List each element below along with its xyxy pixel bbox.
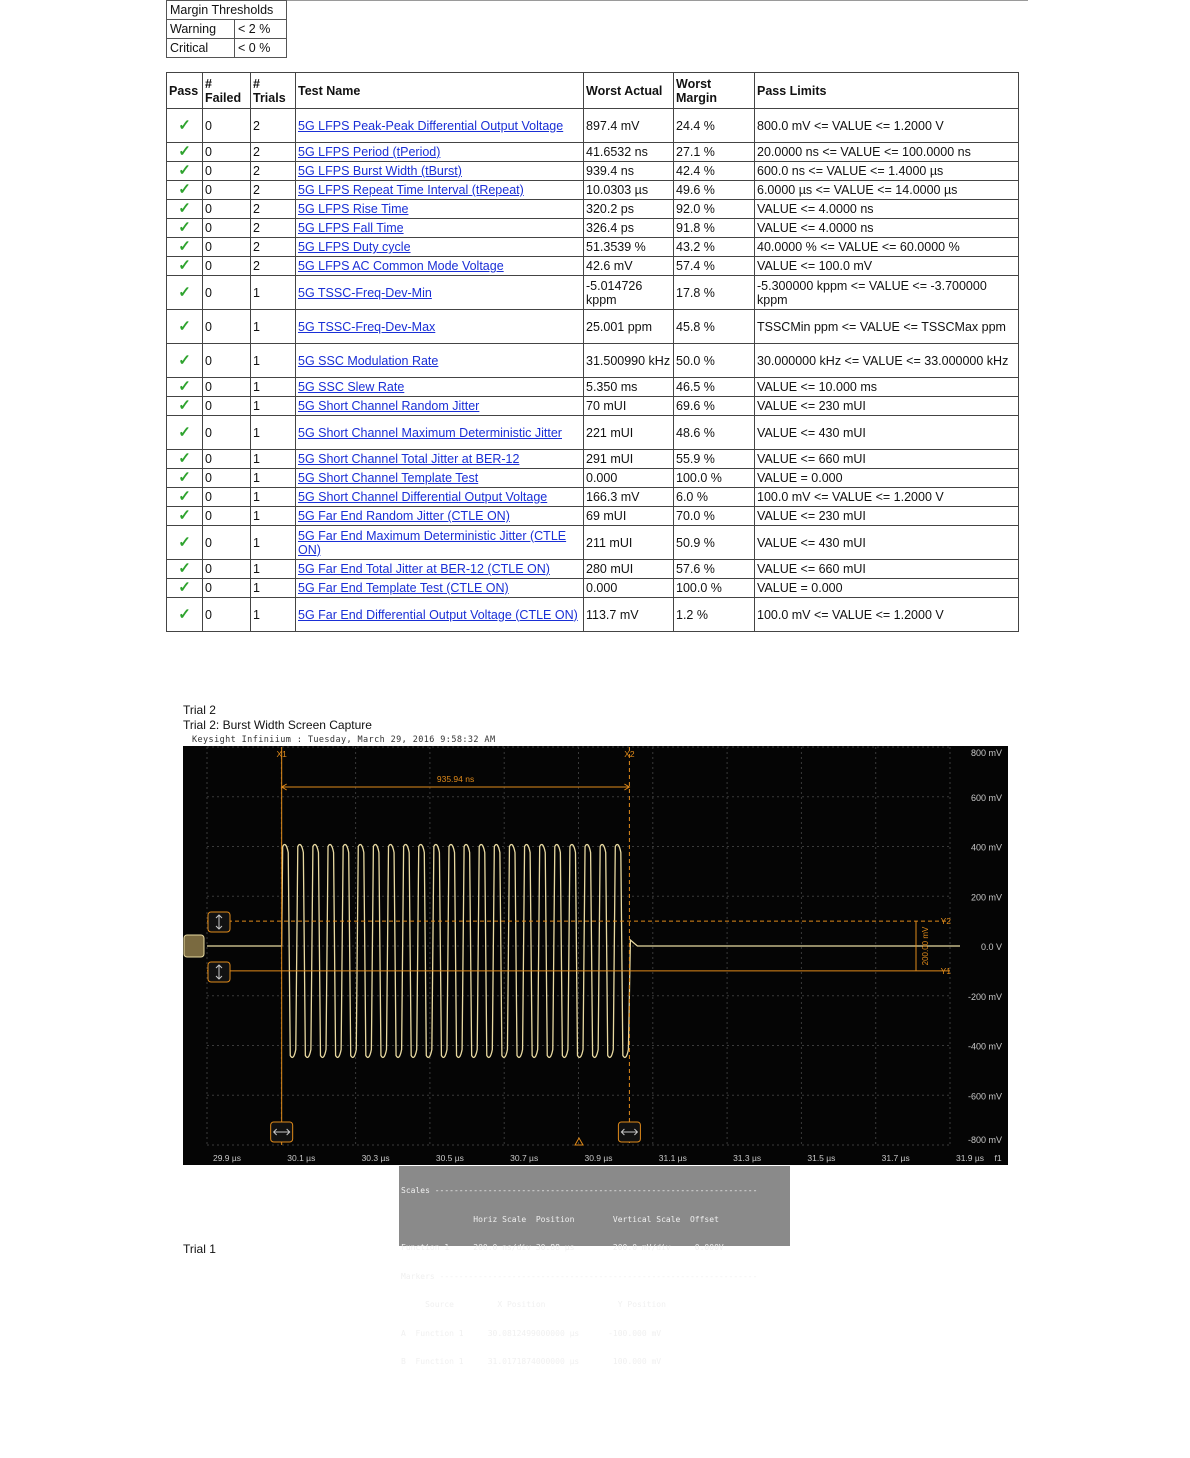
worst-margin: 70.0 % — [674, 507, 755, 526]
trials-count: 2 — [251, 219, 296, 238]
y-tick-label: 800 mV — [970, 748, 1002, 758]
y-tick-label: 600 mV — [970, 792, 1002, 803]
test-name-link[interactable]: 5G Far End Random Jitter (CTLE ON) — [298, 509, 510, 523]
pass-limits: VALUE <= 660 mUI — [755, 450, 1019, 469]
failed-count: 0 — [203, 560, 251, 579]
test-name-cell — [296, 344, 584, 378]
failed-count: 0 — [203, 378, 251, 397]
test-name-cell — [296, 488, 584, 507]
pass-check-icon: ✓ — [167, 276, 203, 310]
failed-count: 0 — [203, 257, 251, 276]
table-row — [167, 219, 1019, 238]
failed-count: 0 — [203, 416, 251, 450]
worst-margin: 1.2 % — [674, 598, 755, 632]
worst-actual: 221 mUI — [584, 416, 674, 450]
col-header-trials — [251, 73, 296, 109]
x-tick-label: 30.5 µs — [435, 1153, 464, 1163]
failed-count: 0 — [203, 238, 251, 257]
worst-margin: 49.6 % — [674, 181, 755, 200]
pass-check-icon: ✓ — [167, 143, 203, 162]
results-header-row — [167, 73, 1019, 109]
table-row — [167, 397, 1019, 416]
test-name-link[interactable]: 5G SSC Slew Rate — [298, 380, 405, 394]
worst-margin: 57.4 % — [674, 257, 755, 276]
worst-actual: 51.3539 % — [584, 238, 674, 257]
x-tick-label: 30.3 µs — [361, 1153, 390, 1163]
test-name-cell — [296, 109, 584, 143]
failed-count: 0 — [203, 450, 251, 469]
threshold-value: < 2 % — [235, 20, 287, 39]
pass-limits: -5.300000 kppm <= VALUE <= -3.700000 kppm — [755, 276, 1019, 310]
pass-check-icon: ✓ — [167, 257, 203, 276]
trials-count: 1 — [251, 397, 296, 416]
readout-line: Markers ------------------------------------------------------------------ — [401, 1271, 758, 1281]
worst-actual: 5.350 ms — [584, 378, 674, 397]
test-name-cell — [296, 181, 584, 200]
table-row — [167, 526, 1019, 560]
test-name-cell — [296, 257, 584, 276]
test-name-link[interactable]: 5G Far End Total Jitter at BER-12 (CTLE ON) — [298, 562, 550, 576]
trials-count: 2 — [251, 200, 296, 219]
pass-check-icon: ✓ — [167, 109, 203, 143]
test-name-link[interactable]: 5G LFPS Fall Time — [298, 221, 404, 235]
table-row — [167, 507, 1019, 526]
trials-count: 2 — [251, 143, 296, 162]
x-tick-label: 29.9 µs — [212, 1153, 242, 1163]
pass-check-icon: ✓ — [167, 560, 203, 579]
table-row — [167, 416, 1019, 450]
pass-check-icon: ✓ — [167, 219, 203, 238]
pass-check-icon: ✓ — [167, 378, 203, 397]
y-tick-label: 0.0 V — [980, 942, 1002, 952]
test-name-link[interactable]: 5G Far End Template Test (CTLE ON) — [298, 581, 509, 595]
threshold-label: Critical — [167, 39, 235, 58]
col-header-test-name: Test Name — [296, 73, 584, 109]
readout-line: Scales ------------------------------------------------------------------- — [401, 1186, 758, 1195]
failed-count: 0 — [203, 200, 251, 219]
threshold-value: < 0 % — [235, 39, 287, 58]
y-tick-label: -800 mV — [967, 1135, 1002, 1145]
worst-margin: 45.8 % — [674, 310, 755, 344]
table-row — [167, 257, 1019, 276]
test-name-cell — [296, 450, 584, 469]
col-header-trials-hash: # — [253, 76, 260, 91]
worst-margin: 48.6 % — [674, 416, 755, 450]
test-name-link[interactable]: 5G Short Channel Total Jitter at BER-12 — [298, 452, 520, 466]
col-header-failed — [203, 73, 251, 109]
x-tick-label: 31.5 µs — [807, 1153, 836, 1163]
pass-check-icon: ✓ — [167, 200, 203, 219]
table-row — [167, 560, 1019, 579]
failed-count: 0 — [203, 143, 251, 162]
x-tick-label: 31.9 µs — [955, 1153, 985, 1163]
table-row — [167, 469, 1019, 488]
worst-margin: 91.8 % — [674, 219, 755, 238]
trials-count: 1 — [251, 469, 296, 488]
col-header-pass: Pass — [167, 73, 203, 109]
trials-count: 1 — [251, 507, 296, 526]
x-tick-label: 31.7 µs — [881, 1153, 910, 1163]
worst-actual: 320.2 ps — [584, 200, 674, 219]
test-name-cell — [296, 526, 584, 560]
test-name-link[interactable]: 5G LFPS Rise Time — [298, 202, 409, 216]
trials-count: 1 — [251, 416, 296, 450]
readout-line: Horiz Scale Position Vertical Scale Offset — [401, 1214, 719, 1224]
test-name-link[interactable]: 5G Short Channel Maximum Deterministic Jitter — [298, 425, 562, 440]
failed-count: 0 — [203, 507, 251, 526]
failed-count: 0 — [203, 219, 251, 238]
oscilloscope-capture — [183, 746, 1008, 1165]
table-row — [167, 109, 1019, 143]
trials-count: 1 — [251, 579, 296, 598]
worst-margin: 92.0 % — [674, 200, 755, 219]
col-header-pass-limits: Pass Limits — [755, 73, 1019, 109]
table-row — [167, 310, 1019, 344]
test-name-cell — [296, 219, 584, 238]
trials-count: 2 — [251, 162, 296, 181]
test-name-link[interactable]: 5G Short Channel Differential Output Voltage — [298, 490, 548, 504]
x-tick-label: 31.3 µs — [733, 1153, 762, 1163]
test-name-cell — [296, 560, 584, 579]
delta-y-value: 200.00 mV — [921, 926, 930, 966]
trials-count: 1 — [251, 488, 296, 507]
trials-count: 2 — [251, 257, 296, 276]
worst-margin: 57.6 % — [674, 560, 755, 579]
y-tick-label: -600 mV — [967, 1091, 1002, 1102]
worst-margin: 100.0 % — [674, 469, 755, 488]
table-row — [167, 598, 1019, 632]
results-body — [167, 109, 1019, 632]
failed-count: 0 — [203, 526, 251, 560]
failed-count: 0 — [203, 579, 251, 598]
pass-check-icon: ✓ — [167, 579, 203, 598]
failed-count: 0 — [203, 162, 251, 181]
failed-count: 0 — [203, 397, 251, 416]
table-row — [167, 143, 1019, 162]
worst-margin: 43.2 % — [674, 238, 755, 257]
pass-limits: VALUE <= 660 mUI — [755, 560, 1019, 579]
table-row — [167, 200, 1019, 219]
pass-check-icon: ✓ — [167, 450, 203, 469]
trials-count: 1 — [251, 450, 296, 469]
scales-markers-readout — [399, 1166, 790, 1366]
scope-header: Keysight Infiniium : Tuesday, March 29, 2016 9:58:32 AM — [192, 735, 496, 745]
pass-limits: 600.0 ns <= VALUE <= 1.4000 µs — [755, 162, 1019, 181]
pass-limits: VALUE <= 230 mUI — [755, 397, 1019, 416]
test-name-cell — [296, 507, 584, 526]
trials-count: 2 — [251, 109, 296, 143]
worst-actual: 42.6 mV — [584, 257, 674, 276]
pass-check-icon: ✓ — [167, 162, 203, 181]
worst-actual: 31.500990 kHz — [584, 344, 674, 378]
trials-count: 1 — [251, 526, 296, 560]
test-name-link[interactable]: 5G LFPS Peak-Peak Differential Output Voltage — [298, 118, 564, 133]
worst-actual: 291 mUI — [584, 450, 674, 469]
trials-count: 1 — [251, 276, 296, 310]
table-row — [167, 276, 1019, 310]
pass-limits: 100.0 mV <= VALUE <= 1.2000 V — [755, 598, 1019, 632]
worst-actual: -5.014726 kppm — [584, 276, 674, 310]
worst-margin: 46.5 % — [674, 378, 755, 397]
worst-actual: 113.7 mV — [584, 598, 674, 632]
readout-line: B Function 1 31.0171874000000 µs 100.000 mV — [401, 1357, 662, 1366]
test-name-link[interactable]: 5G Short Channel Random Jitter — [298, 399, 480, 413]
test-name-cell — [296, 310, 584, 344]
top-rule — [166, 0, 1028, 1]
ground-reference-icon — [184, 935, 204, 957]
col-header-worst-margin — [674, 73, 755, 109]
worst-margin: 50.0 % — [674, 344, 755, 378]
test-name-link[interactable]: 5G LFPS AC Common Mode Voltage — [298, 259, 504, 273]
worst-actual: 70 mUI — [584, 397, 674, 416]
failed-count: 0 — [203, 310, 251, 344]
y-tick-label: 400 mV — [970, 842, 1002, 853]
table-row — [167, 238, 1019, 257]
x-tick-label: 30.7 µs — [510, 1153, 539, 1163]
table-row — [167, 181, 1019, 200]
readout-line: A Function 1 30.0812499000000 µs -100.000 mV — [401, 1328, 662, 1338]
delta-x-value: 935.94 ns — [436, 774, 475, 784]
worst-actual: 166.3 mV — [584, 488, 674, 507]
test-name-link[interactable]: 5G Short Channel Template Test — [298, 471, 479, 485]
pass-check-icon: ✓ — [167, 310, 203, 344]
worst-margin: 17.8 % — [674, 276, 755, 310]
worst-margin: 50.9 % — [674, 526, 755, 560]
pass-check-icon: ✓ — [167, 416, 203, 450]
pass-limits: 30.000000 kHz <= VALUE <= 33.000000 kHz — [755, 344, 1019, 378]
table-row — [167, 450, 1019, 469]
trials-count: 1 — [251, 378, 296, 397]
thresholds-header: Margin Thresholds — [167, 1, 287, 20]
waveform-trace — [207, 845, 960, 1058]
test-name-cell — [296, 579, 584, 598]
worst-actual: 0.000 — [584, 579, 674, 598]
trials-count: 1 — [251, 598, 296, 632]
failed-count: 0 — [203, 109, 251, 143]
worst-actual: 939.4 ns — [584, 162, 674, 181]
oscilloscope-plot — [183, 746, 1008, 1165]
test-name-link[interactable]: 5G TSSC-Freq-Dev-Min — [298, 285, 432, 300]
pass-limits: VALUE = 0.000 — [755, 579, 1019, 598]
pass-check-icon: ✓ — [167, 526, 203, 560]
worst-actual: 25.001 ppm — [584, 310, 674, 344]
trials-count: 2 — [251, 181, 296, 200]
pass-limits: VALUE <= 230 mUI — [755, 507, 1019, 526]
y-tick-label: -400 mV — [967, 1041, 1002, 1052]
x-tick-label: 30.1 µs — [287, 1153, 316, 1163]
worst-margin: 6.0 % — [674, 488, 755, 507]
worst-margin: 55.9 % — [674, 450, 755, 469]
table-row — [167, 579, 1019, 598]
results-table — [166, 72, 1019, 632]
worst-actual: 211 mUI — [584, 526, 674, 560]
failed-count: 0 — [203, 181, 251, 200]
test-name-link[interactable]: 5G LFPS Duty cycle — [298, 240, 411, 254]
test-name-link[interactable]: 5G LFPS Repeat Time Interval (tRepeat) — [298, 183, 524, 197]
pass-limits: VALUE <= 430 mUI — [755, 416, 1019, 450]
x-tick-label: 31.1 µs — [658, 1153, 687, 1163]
worst-margin: 27.1 % — [674, 143, 755, 162]
worst-actual: 0.000 — [584, 469, 674, 488]
test-name-cell — [296, 469, 584, 488]
threshold-label: Warning — [167, 20, 235, 39]
test-name-link[interactable]: 5G TSSC-Freq-Dev-Max — [298, 319, 436, 334]
test-name-cell — [296, 143, 584, 162]
trials-count: 1 — [251, 310, 296, 344]
worst-actual: 280 mUI — [584, 560, 674, 579]
trial-1-label: Trial 1 — [183, 1242, 216, 1256]
pass-limits: 40.0000 % <= VALUE <= 60.0000 % — [755, 238, 1019, 257]
x-axis-end-label: f1 — [994, 1153, 1002, 1163]
failed-count: 0 — [203, 276, 251, 310]
worst-margin: 100.0 % — [674, 579, 755, 598]
pass-limits: 800.0 mV <= VALUE <= 1.2000 V — [755, 109, 1019, 143]
col-header-failed-hash: # — [205, 76, 212, 91]
failed-count: 0 — [203, 598, 251, 632]
table-row — [167, 488, 1019, 507]
marker-y2-label: Y2 — [940, 916, 951, 927]
pass-limits: VALUE = 0.000 — [755, 469, 1019, 488]
pass-limits: 6.0000 µs <= VALUE <= 14.0000 µs — [755, 181, 1019, 200]
col-header-worst-actual: Worst Actual — [584, 73, 674, 109]
pass-check-icon: ✓ — [167, 344, 203, 378]
worst-margin: 69.6 % — [674, 397, 755, 416]
pass-limits: VALUE <= 430 mUI — [755, 526, 1019, 560]
table-row — [167, 162, 1019, 181]
test-name-link[interactable]: 5G Far End Differential Output Voltage (CTLE ON) — [298, 607, 578, 622]
pass-limits: 100.0 mV <= VALUE <= 1.2000 V — [755, 488, 1019, 507]
failed-count: 0 — [203, 488, 251, 507]
y-tick-label: -200 mV — [967, 991, 1002, 1002]
pass-check-icon: ✓ — [167, 181, 203, 200]
y-tick-label: 200 mV — [970, 892, 1002, 903]
test-name-cell — [296, 598, 584, 632]
test-name-cell — [296, 200, 584, 219]
readout-line: Source X Position Y Position — [401, 1300, 666, 1309]
worst-actual: 69 mUI — [584, 507, 674, 526]
marker-y1-label: Y1 — [940, 965, 951, 976]
test-name-link[interactable]: 5G LFPS Burst Width (tBurst) — [298, 164, 462, 178]
col-header-worst-margin-a: Worst — [676, 76, 712, 91]
failed-count: 0 — [203, 344, 251, 378]
col-header-worst-margin-b: Margin — [676, 90, 717, 105]
trial-2-caption: Trial 2: Burst Width Screen Capture — [183, 718, 372, 732]
marker-x2-label: X2 — [624, 749, 635, 759]
worst-margin: 24.4 % — [674, 109, 755, 143]
test-name-cell — [296, 397, 584, 416]
table-row — [167, 344, 1019, 378]
pass-check-icon: ✓ — [167, 469, 203, 488]
readout-line: Function 1 200.0 ns/div 30.88 µs 200.0 mV/div 0.000V — [401, 1243, 724, 1252]
table-row — [167, 378, 1019, 397]
col-header-trials-label: Trials — [253, 90, 286, 105]
trials-count: 1 — [251, 560, 296, 579]
test-name-link[interactable]: 5G Far End Maximum Deterministic Jitter (CTLE ON) — [298, 528, 567, 557]
pass-limits: VALUE <= 4.0000 ns — [755, 219, 1019, 238]
failed-count: 0 — [203, 469, 251, 488]
margin-thresholds-table — [166, 0, 287, 58]
pass-check-icon: ✓ — [167, 397, 203, 416]
pass-check-icon: ✓ — [167, 507, 203, 526]
pass-limits: 20.0000 ns <= VALUE <= 100.0000 ns — [755, 143, 1019, 162]
marker-x1-label: X1 — [276, 749, 287, 759]
test-name-link[interactable]: 5G SSC Modulation Rate — [298, 353, 439, 368]
worst-actual: 326.4 ps — [584, 219, 674, 238]
col-header-failed-label: Failed — [205, 90, 242, 105]
worst-actual: 41.6532 ns — [584, 143, 674, 162]
test-name-cell — [296, 378, 584, 397]
trials-count: 2 — [251, 238, 296, 257]
pass-limits: VALUE <= 10.000 ms — [755, 378, 1019, 397]
pass-check-icon: ✓ — [167, 598, 203, 632]
test-name-cell — [296, 238, 584, 257]
pass-limits: VALUE <= 100.0 mV — [755, 257, 1019, 276]
worst-actual: 897.4 mV — [584, 109, 674, 143]
pass-check-icon: ✓ — [167, 488, 203, 507]
trial-2-label: Trial 2 — [183, 703, 216, 717]
pass-limits: VALUE <= 4.0000 ns — [755, 200, 1019, 219]
test-name-cell — [296, 162, 584, 181]
test-name-link[interactable]: 5G LFPS Period (tPeriod) — [298, 145, 441, 159]
test-name-cell — [296, 416, 584, 450]
pass-limits: TSSCMin ppm <= VALUE <= TSSCMax ppm — [755, 310, 1019, 344]
x-tick-label: 30.9 µs — [584, 1153, 613, 1163]
trials-count: 1 — [251, 344, 296, 378]
test-name-cell — [296, 276, 584, 310]
pass-check-icon: ✓ — [167, 238, 203, 257]
worst-margin: 42.4 % — [674, 162, 755, 181]
worst-actual: 10.0303 µs — [584, 181, 674, 200]
